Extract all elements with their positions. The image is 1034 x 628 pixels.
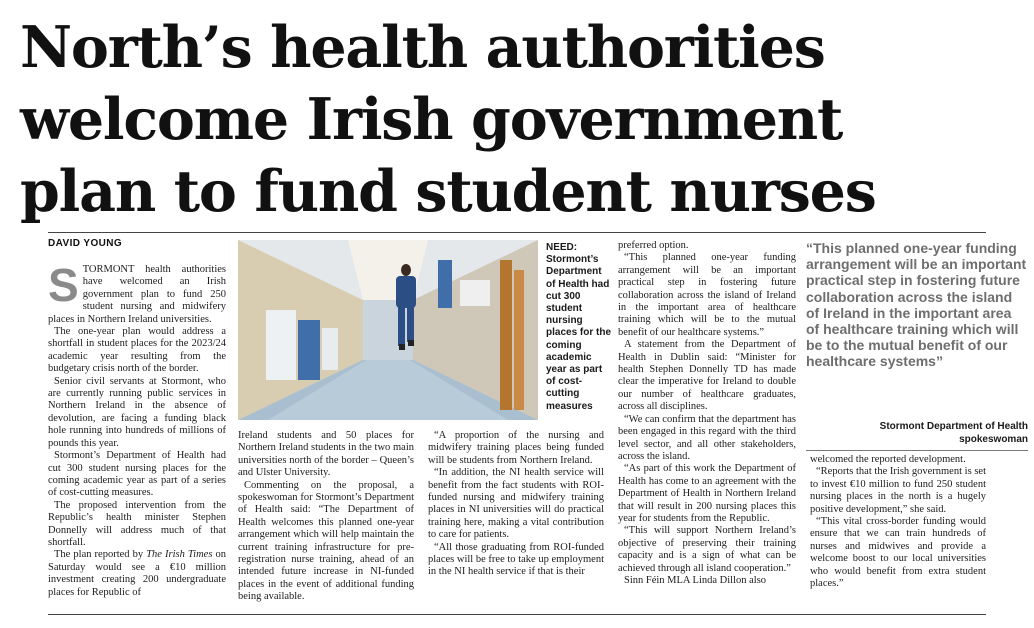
article-paragraph: “This planned one-year funding arrangement will be an important practical step in fostering future collaboration across the island of Ireland in the important area of healthcare training which will be to the mutual benefit of our healthcare systems.” xyxy=(618,252,796,338)
article-paragraph: Commenting on the proposal, a spokeswoman for Stormont’s Department of Health said: “The Department of Health welcomes this planned one-year arrangement which will help maintain the current training infrastructure for pre-registration nurse training, ahead of an intended future increase in NI-funded places in the event of additional funding being available. xyxy=(238,479,414,603)
article-column-2 xyxy=(238,430,414,604)
article-paragraph xyxy=(48,259,226,326)
article-paragraph: welcomed the reported development. xyxy=(810,454,966,465)
headline-line-1: North’s health authorities xyxy=(20,14,825,81)
drop-cap: S xyxy=(48,259,79,311)
publication-name: The Irish Times xyxy=(146,549,213,561)
article-paragraph: “This will support Northern Ireland’s objective of preserving their training capacity and is a sign of what can be achieved through all island cooperation.” xyxy=(618,525,796,574)
headline xyxy=(20,12,1020,228)
article-paragraph: “A proportion of the nursing and midwifery training places being funded will be students from Northern Ireland. xyxy=(428,430,604,466)
article-paragraph xyxy=(48,549,226,599)
headline-line-3: plan to fund student nurses xyxy=(20,158,876,225)
article-column-1 xyxy=(48,259,227,599)
paragraph-text: The plan reported by xyxy=(54,549,147,561)
article-paragraph: A statement from the Department of Health in Dublin said: “Minister for health Stephen Donnelly TD has made clear the imperative for Ireland to double our number of healthcare graduates, across all disciplines. xyxy=(618,339,796,413)
headline-line-2: welcome Irish government xyxy=(20,86,843,153)
article-paragraph: “All those graduating from ROI-funded places will be free to take up employment in the NI health service if that is their xyxy=(428,541,604,578)
attribution-line: Stormont Department of Health xyxy=(879,421,1028,432)
article-column-5 xyxy=(810,454,986,590)
article-paragraph: preferred option. xyxy=(618,240,689,251)
bottom-rule xyxy=(48,614,986,615)
article-column-4 xyxy=(618,240,796,587)
article-paragraph: “Reports that the Irish government is set to invest €10 million to fund 250 student nursing places in the north is a hugely positive development,” she said. xyxy=(810,466,986,515)
article-paragraph: Stormont’s Department of Health had cut 300 student nursing places for the coming academic year as part of a series of cost-cutting measures. xyxy=(48,450,226,499)
article-paragraph: Ireland students and 50 places for Northern Ireland students in the two main universities north of the border – Queen’s and Ulster University. xyxy=(238,430,414,479)
article-paragraph: “This vital cross-border funding would ensure that we can train hundreds of nurses and midwives and provide a welcome boost to our local universities who would benefit from extra student places.” xyxy=(810,516,986,590)
article-paragraph: The one-year plan would address a shortfall in student places for the 2023/24 academic year resulting from the budgetary crisis north of the border. xyxy=(48,326,226,375)
article-paragraph: Senior civil servants at Stormont, who are currently running public services in Northern Ireland in the absence of devolution, are facing a funding black hole running into hundreds of millions of pounds this year. xyxy=(48,375,226,449)
paragraph-text: on Saturday would see a €10 million investment creating 200 undergraduate places for Republic of xyxy=(48,549,227,598)
lead-text: TORMONT health authorities have welcomed an Irish government plan to fund 250 student nursing and midwifery places in Northern Ireland universities. xyxy=(48,264,226,325)
article-paragraph: “We can confirm that the department has been engaged in this regard with the third level sector, and all other stakeholders, across the island. xyxy=(618,413,796,462)
byline: DAVID YOUNG xyxy=(48,238,123,249)
hospital-corridor-photo xyxy=(238,240,538,420)
article-paragraph: Sinn Féin MLA Linda Dillon also xyxy=(624,574,767,586)
article-column-3 xyxy=(428,430,604,579)
pull-quote-attribution xyxy=(806,420,1028,446)
attribution-line: spokeswoman xyxy=(959,434,1028,445)
photo-caption: NEED: Stormont’s Department of Health had cut 300 student nursing places for the coming academic year as part of cost-cutting measures xyxy=(546,242,612,412)
article-paragraph: The proposed intervention from the Republic’s health minister Stephen Donnelly will address much of that shortfall. xyxy=(48,499,226,548)
top-rule xyxy=(48,232,986,233)
photo-illustration xyxy=(238,240,538,420)
article-paragraph: “In addition, the NI health service will benefit from the fact students with ROI-funded nursing and midwifery training places in NI universities will do practical training here, making a vital contribution to care for patients. xyxy=(428,467,604,541)
article-paragraph: “As part of this work the Department of Health has come to an agreement with the Department of Health in Northern Ireland that will result in 200 nursing places this year for students from the Republic. xyxy=(618,463,796,524)
pull-quote: “This planned one-year funding arrangement will be an important practical step in fostering future collaboration across the island of Ireland in the important area of healthcare training which will be to the mutual benefit of our healthcare systems” xyxy=(806,240,1027,370)
pull-quote-rule xyxy=(806,450,1028,451)
